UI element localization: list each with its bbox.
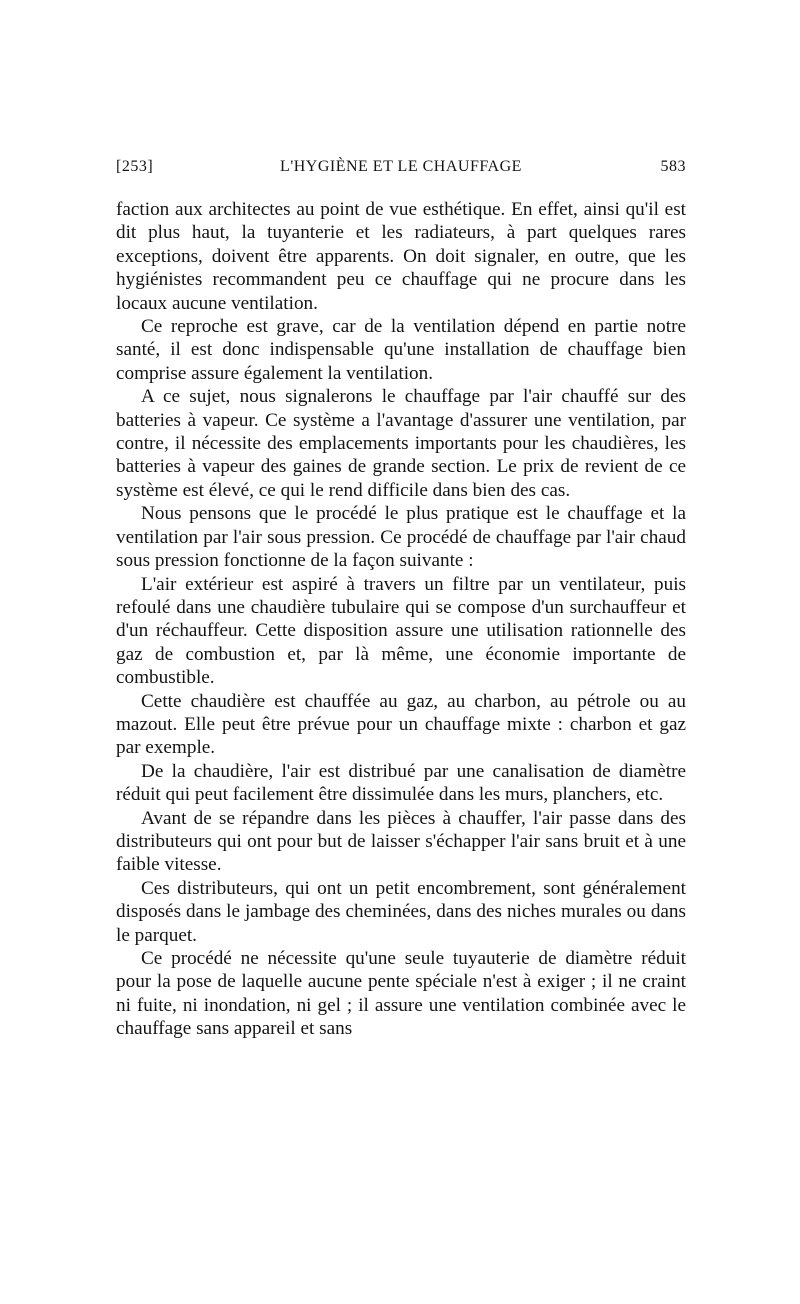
paragraph: Ces distributeurs, qui ont un petit encombrement, sont généralement disposés dans le jambage des cheminées, dans des niches murales ou dans le parquet. [116,877,686,946]
paragraph: De la chaudière, l'air est distribué par une canalisation de diamètre réduit qui peut facilement être dissimulée dans les murs, planchers, etc. [116,760,686,806]
paragraph: Cette chaudière est chauffée au gaz, au charbon, au pétrole ou au mazout. Elle peut être prévue pour un chauffage mixte : charbon et gaz par exemple. [116,690,686,759]
section-number: [253] [116,158,154,175]
paragraph: Nous pensons que le procédé le plus pratique est le chauffage et la ventilation par l'air sous pression. Ce procédé de chauffage par l'air chaud sous pression fonctionne de la façon suivante : [116,503,686,572]
paragraph: Ce reproche est grave, car de la ventilation dépend en partie notre santé, il est donc indispensable qu'une installation de chauffage bien comprise assure également la ventilation. [116,316,686,384]
paragraph: faction aux architectes au point de vue esthétique. En effet, ainsi qu'il est dit plus haut, la tuyanterie et les radiateurs, à part quelques rares exceptions, doivent être apparents. On doit signaler, en outre, que les hygiénistes recommandent peu ce chauffage qui ne procure dans les locaux aucune ventilation. [116,199,686,314]
running-title: L'HYGIÈNE ET LE CHAUFFAGE [280,158,522,175]
running-header [116,158,686,184]
paragraph: A ce sujet, nous signalerons le chauffage par l'air chauffé sur des batteries à vapeur. Ce système a l'avantage d'assurer une ventilation, par contre, il nécessite des emplacements importants pour les chaudières, les batteries à vapeur des gaines de grande section. Le prix de revient de ce système est élevé, ce qui le rend difficile dans bien des cas. [116,386,686,501]
paragraph: Avant de se répandre dans les pièces à chauffer, l'air passe dans des distributeurs qui ont pour but de laisser s'échapper l'air sans bruit et à une faible vitesse. [116,807,686,876]
paragraph: L'air extérieur est aspiré à travers un filtre par un ventilateur, puis refoulé dans une chaudière tubulaire qui se compose d'un surchauffeur et d'un réchauffeur. Cette disposition assure une utilisation rationnelle des gaz de combustion et, par là même, une économie importante de combustible. [116,573,686,689]
body-text [116,198,686,1041]
paragraph: Ce procédé ne nécessite qu'une seule tuyauterie de diamètre réduit pour la pose de laquelle aucune pente spéciale n'est à exiger ; il ne craint ni fuite, ni inondation, ni gel ; il assure une ventilation combinée avec le chauffage sans appareil et sans [116,948,686,1040]
page-number: 583 [660,158,686,175]
book-page [116,158,686,1041]
